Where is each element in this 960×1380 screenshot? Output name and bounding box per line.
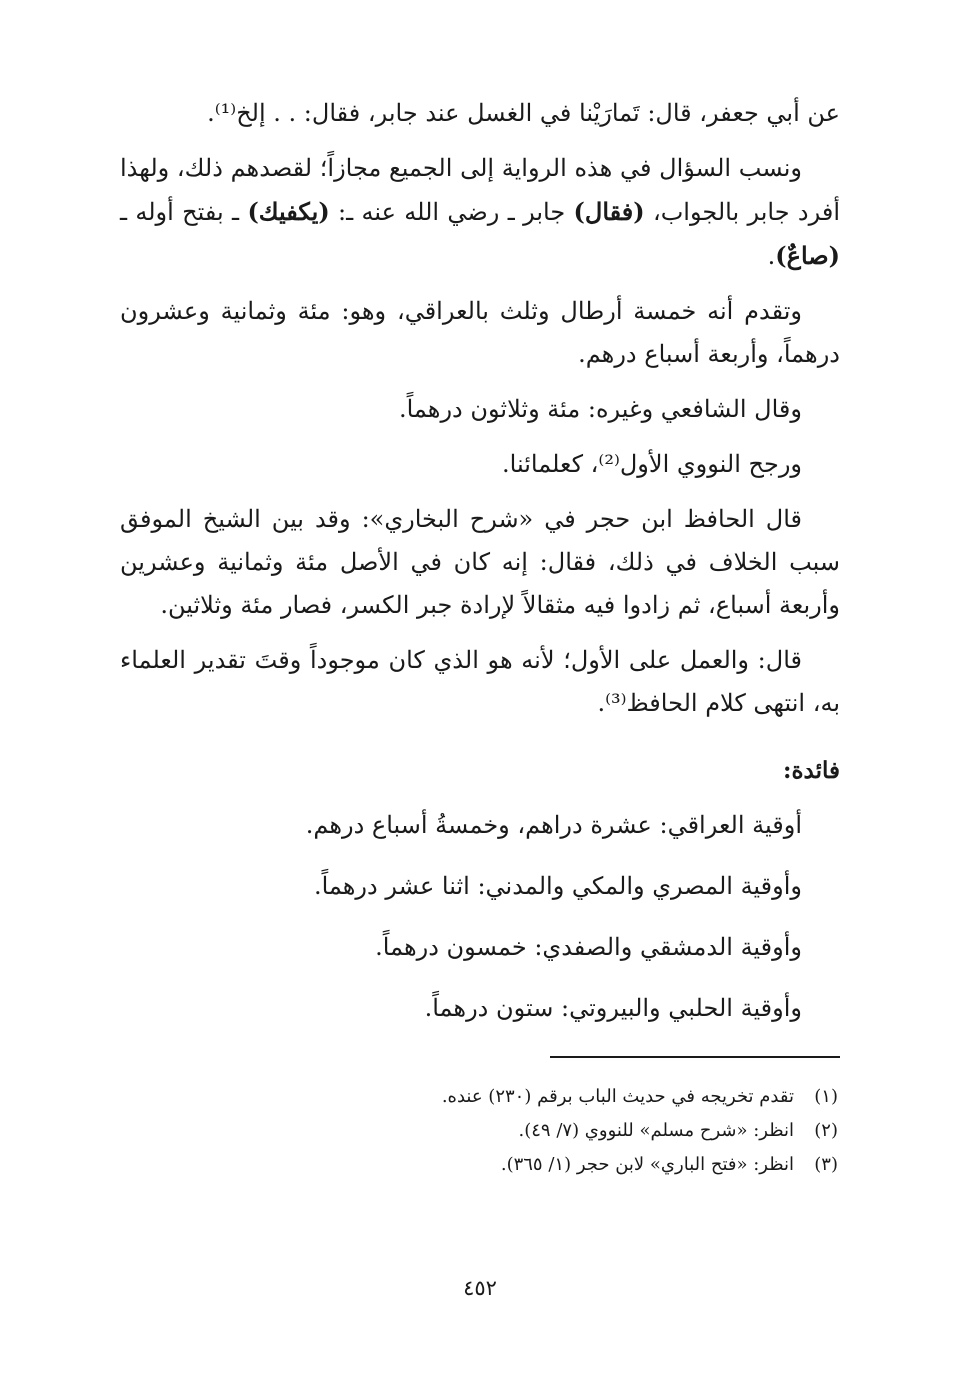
footnote-text: انظر: «فتح الباري» لابن حجر (١/ ٣٦٥). (500, 1154, 794, 1175)
paragraph-ibn-hajar-quote: قال الحافظ ابن حجر في «شرح البخاري»: وقد بين الشيخ الموفق سبب الخلاف في ذلك، فقال: إنه كان في الأصل مئة وثمانية وعشرين وأربعة أسباع، ثم زادوا فيه مثقالاً لإرادة جبر الكسر، فصار مئة وثلاثين. (120, 505, 841, 619)
fawaid-item: وأوقية المصري والمكي والمدني: اثنا عشر درهماً. (313, 872, 802, 900)
text-segment: . (767, 242, 776, 270)
bold-term-faqal: (فقال) (573, 197, 645, 226)
footnote (120, 1080, 840, 1114)
footnote-number: (١) (814, 1086, 838, 1107)
bold-term-yakfik: (يكفيك) (247, 197, 330, 226)
footnote-number: (٣) (814, 1154, 838, 1175)
footnote-text: تقدم تخريجه في حديث الباب برقم (٢٣٠) عنده. (441, 1086, 794, 1107)
paragraph-practice-note: قال: والعمل على الأول؛ لأنه هو الذي كان موجوداً وقتَ تقدير العلماء به، انتهى كلام الحافظ⁽³⁾. (120, 646, 840, 717)
paragraph-question-attribution (120, 147, 840, 278)
footnote-text: انظر: «شرح مسلم» للنووي (٧/ ٤٩). (518, 1120, 794, 1141)
footnote (120, 1114, 840, 1148)
paragraph-iraqi-measure: وتقدم أنه خمسة أرطال وثلث بالعراقي، وهو: مئة وثمانية وعشرون درهماً، وأربعة أسباع درهم. (120, 297, 840, 368)
paragraph-shafii-opinion: وقال الشافعي وغيره: مئة وثلاثون درهماً. (398, 395, 802, 423)
text-segment: ـ بفتح أوله ـ (120, 198, 248, 226)
fawaid-item: وأوقية الحلبي والبيروتي: ستون درهماً. (424, 994, 802, 1022)
fawaid-heading: فائدة: (782, 757, 840, 784)
bold-term-sa: (صاعٌ) (775, 241, 840, 270)
footnote-separator (550, 1056, 840, 1058)
page-number: ٤٥٢ (463, 1276, 497, 1300)
paragraph-hadith-reference: عن أبي جعفر، قال: تَمارَيْنا في الغسل عند جابر، فقال: . . إلخ⁽¹⁾. (207, 99, 840, 127)
fawaid-item: وأوقية الدمشقي والصفدي: خمسون درهماً. (375, 933, 802, 961)
text-segment: جابر ـ رضي الله عنه ـ: (329, 198, 574, 226)
text-segment: ونسب السؤال في هذه الرواية إلى الجميع مجازاً؛ لقصدهم ذلك، ولهذا أفرد جابر بالجواب، (120, 154, 840, 226)
footnote-number: (٢) (814, 1120, 838, 1141)
fawaid-item: أوقية العراقي: عشرة دراهم، وخمسةُ أسباع درهم. (305, 811, 802, 839)
paragraph-nawawi-preference: ورجح النووي الأول⁽²⁾، كعلمائنا. (502, 450, 802, 478)
footnote (120, 1148, 840, 1182)
